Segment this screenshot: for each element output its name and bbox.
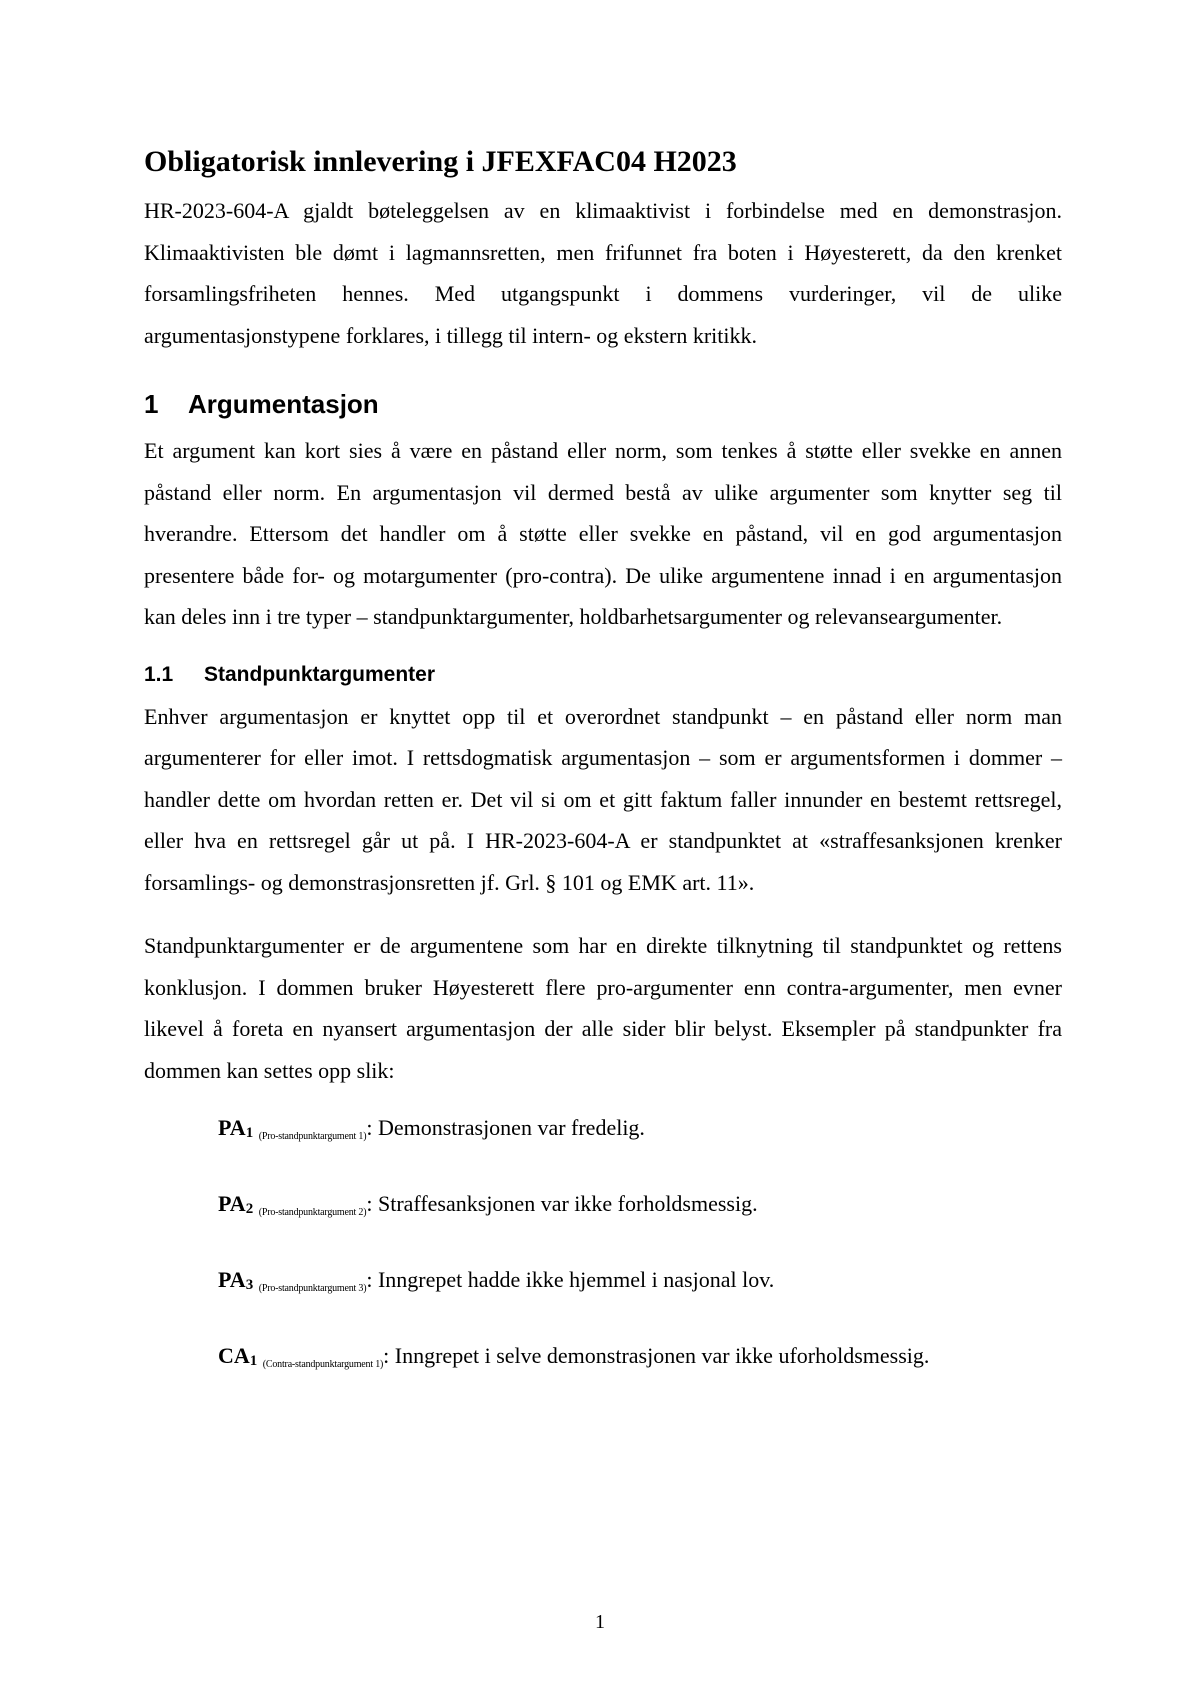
subsection-number: 1.1 <box>144 662 174 686</box>
section-heading-1-1 <box>144 658 1062 692</box>
argument-item <box>218 1189 1062 1228</box>
argument-item <box>218 1113 1062 1152</box>
argument-list <box>218 1113 1062 1380</box>
argument-code: PA <box>218 1191 246 1216</box>
document-body <box>144 140 1062 1417</box>
argument-index: 2 <box>245 1201 254 1217</box>
subsection-title: Standpunktargumenter <box>204 662 436 686</box>
argument-text: : Inngrepet i selve demonstrasjonen var ikke uforholdsmessig. <box>383 1343 930 1368</box>
argument-code: PA <box>218 1115 246 1140</box>
argument-text: : Straffesanksjonen var ikke forholdsmessig. <box>366 1191 758 1216</box>
section-1-1-paragraph-1: Enhver argumentasjon er knyttet opp til et overordnet standpunkt – en påstand eller norm man argumenterer for eller imot. I rettsdogmatisk argumentasjon – som er argumentsformen i dommer – handler dette om hvordan retten er. Det vil si om et gitt faktum faller innunder en bestemt rettsregel, eller hva en rettsregel går ut på. I HR-2023-604-A er standpunktet at «straffesanksjonen krenker forsamlings- og demonstrasjonsretten jf. Grl. § 101 og EMK art. 11». <box>144 703 1062 895</box>
section-1-1-paragraph-2: Standpunktargumenter er de argumentene som har en direkte tilknytning til standpunktet og rettens konklusjon. I dommen bruker Høyesterett flere pro-argumenter enn contra-argumenter, men evner likevel å foreta en nyansert argumentasjon der alle sider blir belyst. Eksempler på standpunkter fra dommen kan settes opp slik: <box>144 933 1062 1083</box>
argument-descriptor: (Pro-standpunktargument 1) <box>258 1131 367 1142</box>
argument-descriptor: (Pro-standpunktargument 2) <box>258 1207 367 1218</box>
argument-descriptor: (Pro-standpunktargument 3) <box>258 1283 367 1294</box>
argument-code: PA <box>218 1267 246 1292</box>
argument-text: : Inngrepet hadde ikke hjemmel i nasjonal lov. <box>366 1267 775 1292</box>
section-title: Argumentasjon <box>188 389 379 419</box>
argument-index: 1 <box>249 1353 258 1369</box>
argument-code: CA <box>218 1343 250 1368</box>
section-number: 1 <box>144 389 159 419</box>
section-heading-1 <box>144 384 1062 424</box>
document-title: Obligatorisk innlevering i JFEXFAC04 H2023 <box>144 145 737 178</box>
argument-item <box>218 1341 1062 1380</box>
argument-descriptor: (Contra-standpunktargument 1) <box>262 1359 384 1370</box>
page-number: 1 <box>595 1611 605 1633</box>
argument-index: 3 <box>245 1277 254 1293</box>
intro-paragraph: HR-2023-604-A gjaldt bøteleggelsen av en klimaaktivist i forbindelse med en demonstrasjon. Klimaaktivisten ble dømt i lagmannsretten, men frifunnet fra boten i Høyesterett, da den krenket forsamlingsfriheten hennes. Med utgangspunkt i dommens vurderinger, vil de ulike argumentasjonstypene forklares, i tillegg til intern- og ekstern kritikk. <box>144 198 1062 348</box>
argument-item <box>218 1265 1062 1304</box>
section-1-paragraph: Et argument kan kort sies å være en påstand eller norm, som tenkes å støtte eller svekke en annen påstand eller norm. En argumentasjon vil dermed bestå av ulike argumenter som knytter seg til hverandre. Ettersom det handler om å støtte eller svekke en påstand, vil en god argumentasjon presentere både for- og motargumenter (pro-contra). De ulike argumentene innad i en argumentasjon kan deles inn i tre typer – standpunktargumenter, holdbarhetsargumenter og relevanseargumenter. <box>144 438 1062 629</box>
argument-text: : Demonstrasjonen var fredelig. <box>366 1115 645 1140</box>
argument-index: 1 <box>245 1125 254 1141</box>
